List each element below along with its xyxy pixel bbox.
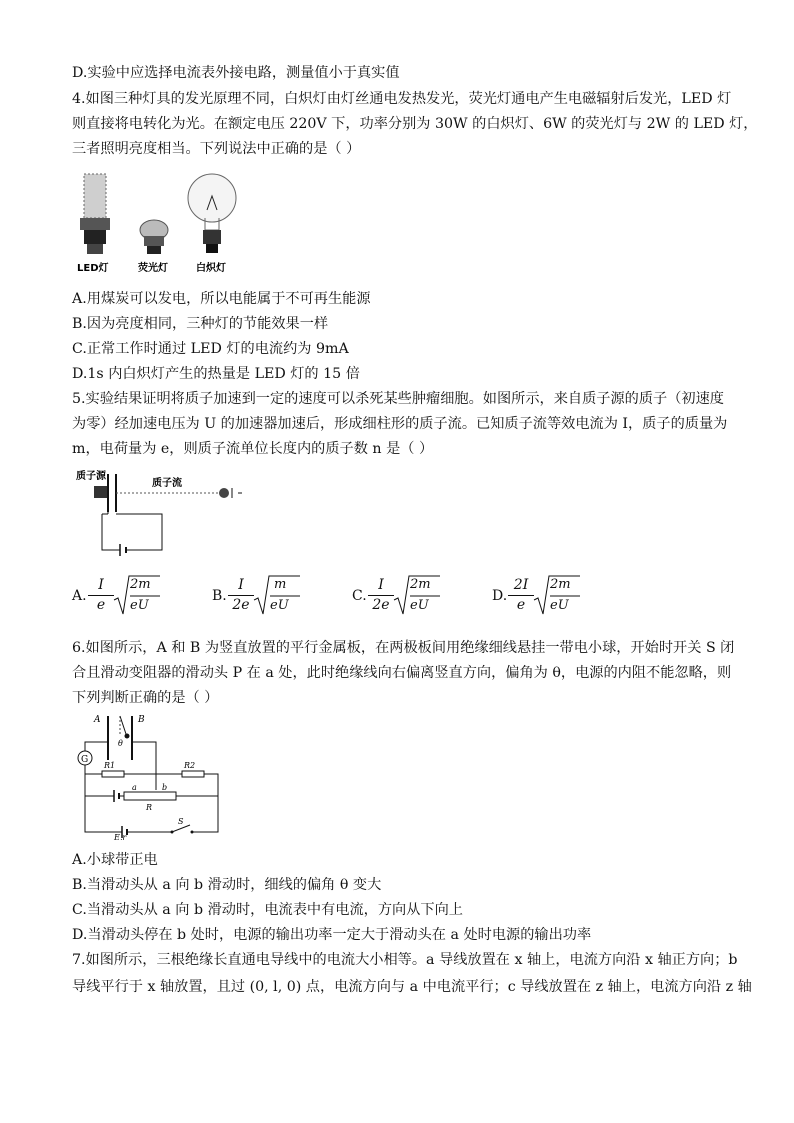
q6-circuit-figure xyxy=(72,712,232,840)
q6-option-a: A.小球带正电 xyxy=(72,852,158,868)
q6-option-c: C.当滑动头从 a 向 b 滑动时，电流表中有电流，方向从下向上 xyxy=(72,902,463,918)
fluorescent-label: 荧光灯 xyxy=(138,263,168,274)
q4-option-c: C.正常工作时通过 LED 灯的电流约为 9mA xyxy=(72,341,349,357)
q4-option-b: B.因为亮度相同，三种灯的节能效果一样 xyxy=(72,316,329,332)
proton-source xyxy=(94,486,108,498)
q4-option-a: A.用煤炭可以发电，所以电能属于不可再生能源 xyxy=(72,291,371,307)
r1-label: R1 xyxy=(104,761,116,770)
charged-ball xyxy=(125,734,130,739)
led-lamp-image xyxy=(80,174,110,254)
q5-stem-line-1: 5.实验结果证明将质子加速到一定的速度可以杀死某些肿瘤细胞。如图所示，来自质子源的质子（初速度 xyxy=(72,391,724,407)
q6-stem-line-1: 6.如图所示，A 和 B 为竖直放置的平行金属板，在两极板间用绝缘细线悬挂一带电小球，开始时开关 S 闭 xyxy=(72,640,735,656)
galvanometer-label: G xyxy=(81,755,89,765)
resistor-r1 xyxy=(102,771,124,777)
incandescent-label: 白炽灯 xyxy=(196,263,226,274)
proton-stream-label: 质子流 xyxy=(152,478,182,489)
led-label: LED灯 xyxy=(77,263,109,274)
q5-accelerator-figure xyxy=(72,466,252,558)
resistor-r2 xyxy=(182,771,204,777)
source-label: E,r xyxy=(114,833,127,840)
q4-lamps-figure xyxy=(72,168,242,278)
slide-rheostat xyxy=(124,792,176,800)
q5-stem-line-3: m，电荷量为 e，则质子流单位长度内的质子数 n 是（ ） xyxy=(72,441,434,457)
q7-stem-line-1: 7.如图所示，三根绝缘长直通电导线中的电流大小相等。a 导线放置在 x 轴上，电流方向沿 x 轴正方向；b xyxy=(72,952,738,968)
plate-b-label: B xyxy=(138,715,145,725)
r2-label: R2 xyxy=(184,761,196,770)
incandescent-lamp-image xyxy=(188,174,236,253)
q4-stem-line-3: 三者照明亮度相当。下列说法中正确的是（ ） xyxy=(72,141,361,157)
fluorescent-lamp-image xyxy=(140,220,168,254)
q5-stem-line-2: 为零）经加速电压为 U 的加速器加速后，形成细柱形的质子流。已知质子流等效电流为 I，质子的质量为 xyxy=(72,416,728,432)
q4-stem-line-2: 则直接将电转化为光。在额定电压 220V 下，功率分别为 30W 的白炽灯、6W 的荧光灯与 2W 的 LED 灯， xyxy=(72,116,758,132)
point-b-label: b xyxy=(162,783,168,792)
q6-option-d: D.当滑动头停在 b 处时，电源的输出功率一定大于滑动头在 a 处时电源的输出功率 xyxy=(72,927,592,943)
q4-stem-line-1: 4.如图三种灯具的发光原理不同，白炽灯由灯丝通电发热发光，荧光灯通电产生电磁辐射后发光，LED 灯 xyxy=(72,91,732,107)
point-a-label: a xyxy=(132,783,137,792)
switch-s xyxy=(127,825,190,832)
q6-stem-line-3: 下列判断正确的是（ ） xyxy=(72,690,219,706)
proton-source-label: 质子源 xyxy=(76,471,106,482)
q3-option-d: D.实验中应选择电流表外接电路，测量值小于真实值 xyxy=(72,65,400,81)
q7-stem-line-2: 导线平行于 x 轴放置，且过 (0, l, 0) 点，电流方向与 a 中电流平行；c 导线放置在 z 轴上，电流方向沿 z 轴 xyxy=(72,979,752,995)
plate-a-label: A xyxy=(94,715,101,725)
r-label: R xyxy=(146,803,153,812)
switch-label: S xyxy=(178,817,184,826)
q6-stem-line-2: 合且滑动变阻器的滑动头 P 在 a 处，此时绝缘线向右偏离竖直方向，偏角为 θ，电源的内阻不能忽略，则 xyxy=(72,665,732,681)
q4-option-d: D.1s 内白炽灯产生的热量是 LED 灯的 15 倍 xyxy=(72,366,360,382)
theta-label: θ xyxy=(118,739,123,748)
q6-option-b: B.当滑动头从 a 向 b 滑动时，细线的偏角 θ 变大 xyxy=(72,877,382,893)
